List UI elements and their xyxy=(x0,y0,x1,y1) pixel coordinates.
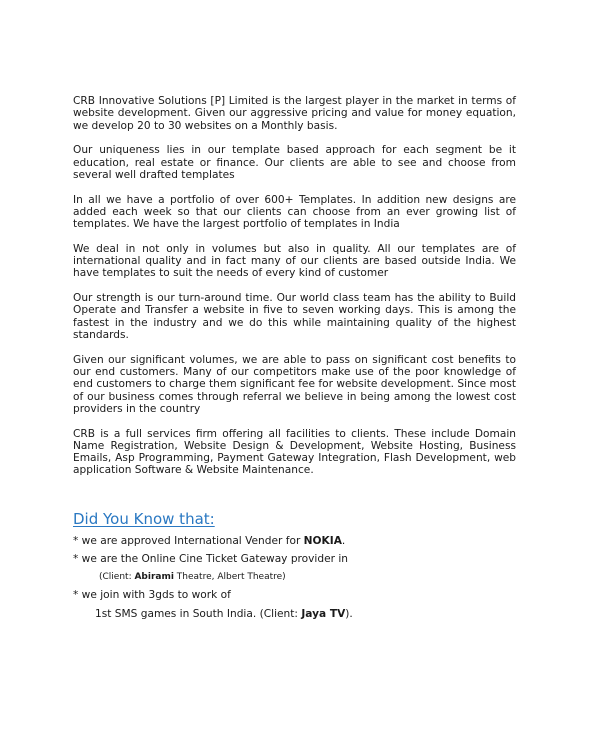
cost-paragraph: Given our significant volumes, we are able to pass on significant cost benefits to our end customers. Many of our competitors make use of the poor knowledge of end customers to charge them significant fee for website development. Since most of our business comes through referral we believe in being among the lowest cost providers in the country xyxy=(73,353,516,415)
intro-paragraph: CRB Innovative Solutions [P] Limited is the largest player in the market in terms of website development. Given our aggressive pricing and value for money equation, we develop 20 to 30 websites on a Monthly basis. xyxy=(73,95,516,132)
note-cine-ticket: * we are the Online Cine Ticket Gateway provider in xyxy=(73,553,348,566)
uniqueness-paragraph: Our uniqueness lies in our template based approach for each segment be it education, real estate or finance. Our clients are able to see and choose from several well drafted templates xyxy=(73,144,516,181)
note-cine-clients-rest: Theatre, Albert Theatre) xyxy=(173,572,286,583)
quality-paragraph: We deal in not only in volumes but also in quality. All our templates are of international quality and in fact many of our clients are based outside India. We have templates to suit the needs of every kind of customer xyxy=(73,242,516,280)
note-nokia xyxy=(73,535,516,547)
note-nokia-prefix: * we are approved International Vender for xyxy=(73,534,304,547)
note-sms-games-prefix: 1st SMS games in South India. (Client: xyxy=(95,607,302,620)
note-sms-games-suffix: ). xyxy=(345,607,353,620)
note-sms-games-bold: Jaya TV xyxy=(301,607,346,620)
note-3gds: * we join with 3gds to work of xyxy=(73,589,231,602)
note-sms-games xyxy=(95,608,516,620)
portfolio-paragraph: In all we have a portfolio of over 600+ Templates. In addition new designs are added each week so that our clients can choose from an ever growing list of templates. We have the largest portfolio of templates in India xyxy=(73,193,516,231)
turnaround-paragraph: Our strength is our turn-around time. Our world class team has the ability to Build Operate and Transfer a website in five to seven working days. This is among the fastest in the industry and we do this while maintaining quality of the highest standards. xyxy=(73,292,516,342)
note-cine-clients xyxy=(99,571,516,583)
note-cine-clients-open: (Client: xyxy=(99,572,135,583)
did-you-know-heading: Did You Know that: xyxy=(73,509,215,528)
note-cine-clients-bold: Abirami xyxy=(134,572,174,583)
note-nokia-bold: NOKIA xyxy=(303,534,342,547)
services-paragraph: CRB is a full services firm offering all facilities to clients. These include Domain Name Registration, Website Design & Development, Website Hosting, Business Emails, Asp Programming, Payment Gateway Integration, Flash Development, web application Software & Website Maintenance. xyxy=(73,427,516,477)
note-nokia-suffix: . xyxy=(341,534,346,547)
